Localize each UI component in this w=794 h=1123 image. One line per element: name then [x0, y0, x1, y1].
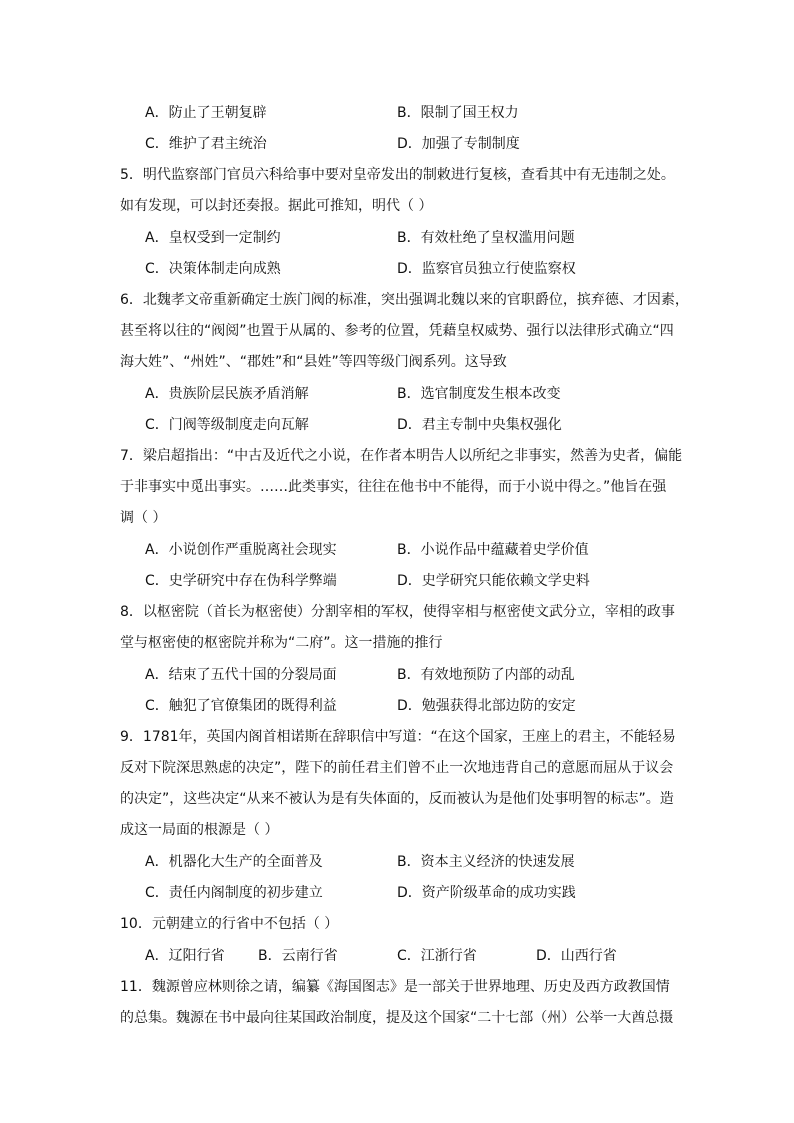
- q9-stem-line-3: 的决定”，这些决定“从来不被认为是有失体面的，反而被认为是他们处事明智的标志”。造: [120, 791, 674, 807]
- q9-option-a: A．机器化大生产的全面普及: [145, 854, 323, 870]
- q7-option-d: D．史学研究只能依赖文学史料: [397, 573, 590, 589]
- q8-stem-line-1: 8．以枢密院（首长为枢密使）分割宰相的军权，使得宰相与枢密使文武分立，宰相的政事: [120, 604, 675, 620]
- q9-option-d: D．资产阶级革命的成功实践: [397, 885, 576, 901]
- q9-stem-line-2: 反对下院深思熟虑的决定”，陛下的前任君主们曾不止一次地违背自己的意愿而屈从于议会: [120, 760, 674, 776]
- q7-option-a: A．小说创作严重脱离社会现实: [145, 542, 337, 558]
- q8-option-a: A．结束了五代十国的分裂局面: [145, 667, 337, 683]
- q4-option-b: B．限制了国王权力: [397, 105, 519, 121]
- q4-option-d: D．加强了专制制度: [397, 136, 520, 152]
- q9-stem-line-1: 9．1781年，英国内阁首相诺斯在辞职信中写道：“在这个国家，王座上的君主，不能轻易: [120, 729, 676, 745]
- q6-option-c: C．门阀等级制度走向瓦解: [145, 417, 309, 433]
- q4-option-c: C．维护了君主统治: [145, 136, 267, 152]
- q8-stem-line-2: 堂与枢密使的枢密院并称为“二府”。这一措施的推行: [120, 635, 443, 651]
- q6-stem-line-2: 甚至将以往的“阀阅”也置于从属的、参考的位置，凭藉皇权威势、强行以法律形式确立“四: [120, 323, 674, 339]
- q6-stem-line-1: 6．北魏孝文帝重新确定士族门阀的标准，突出强调北魏以来的官职爵位，摈弃德、才因素，: [120, 292, 689, 308]
- q6-option-d: D．君主专制中央集权强化: [397, 417, 562, 433]
- q9-option-c: C．责任内阁制度的初步建立: [145, 885, 323, 901]
- q4-option-a: A．防止了王朝复辟: [145, 105, 267, 121]
- q5-stem-line-2: 如有发现，可以封还奏报。据此可推知，明代（ ）: [120, 198, 433, 214]
- q11-stem-line-2: 的总集。魏源在书中最向往某国政治制度，提及这个国家“二十七部（州）公举一大酋总摄: [120, 1010, 674, 1026]
- q8-option-d: D．勉强获得北部边防的安定: [397, 698, 576, 714]
- q9-option-b: B．资本主义经济的快速发展: [397, 854, 575, 870]
- q5-stem-line-1: 5．明代监察部门官员六科给事中要对皇帝发出的制敕进行复核，查看其中有无违制之处。: [120, 167, 675, 183]
- q7-option-c: C．史学研究中存在伪科学弊端: [145, 573, 337, 589]
- q10-stem-line-1: 10．元朝建立的行省中不包括（ ）: [120, 916, 339, 932]
- q10-option-b: B．云南行省: [258, 948, 338, 964]
- q7-stem-line-3: 调（ ）: [120, 510, 167, 526]
- q6-option-a: A．贵族阶层民族矛盾消解: [145, 386, 309, 402]
- q6-stem-line-3: 海大姓”、“州姓”、“郡姓”和“县姓”等四等级门阀系列。这导致: [120, 354, 507, 370]
- q5-option-a: A．皇权受到一定制约: [145, 230, 281, 246]
- q7-option-b: B．小说作品中蕴藏着史学价值: [397, 542, 589, 558]
- q5-option-d: D．监察官员独立行使监察权: [397, 261, 576, 277]
- q5-option-b: B．有效杜绝了皇权滥用问题: [397, 230, 575, 246]
- q10-option-a: A．辽阳行省: [145, 948, 225, 964]
- q8-option-b: B．有效地预防了内部的动乱: [397, 667, 575, 683]
- q10-option-d: D．山西行省: [536, 948, 617, 964]
- q6-option-b: B．选官制度发生根本改变: [397, 386, 561, 402]
- q7-stem-line-1: 7．梁启超指出：“中古及近代之小说，在作者本明告人以所纪之非事实，然善为史者，偏能: [120, 448, 683, 464]
- q11-stem-line-1: 11．魏源曾应林则徐之请，编纂《海国图志》是一部关于世界地理、历史及西方政教国情: [120, 979, 670, 995]
- q5-option-c: C．决策体制走向成熟: [145, 261, 281, 277]
- q7-stem-line-2: 于非事实中觅出事实。……此类事实，往往在他书中不能得，而于小说中得之。”他旨在强: [120, 479, 667, 495]
- q10-option-c: C．江浙行省: [397, 948, 477, 964]
- q9-stem-line-4: 成这一局面的根源是（ ）: [120, 822, 279, 838]
- q8-option-c: C．触犯了官僚集团的既得利益: [145, 698, 337, 714]
